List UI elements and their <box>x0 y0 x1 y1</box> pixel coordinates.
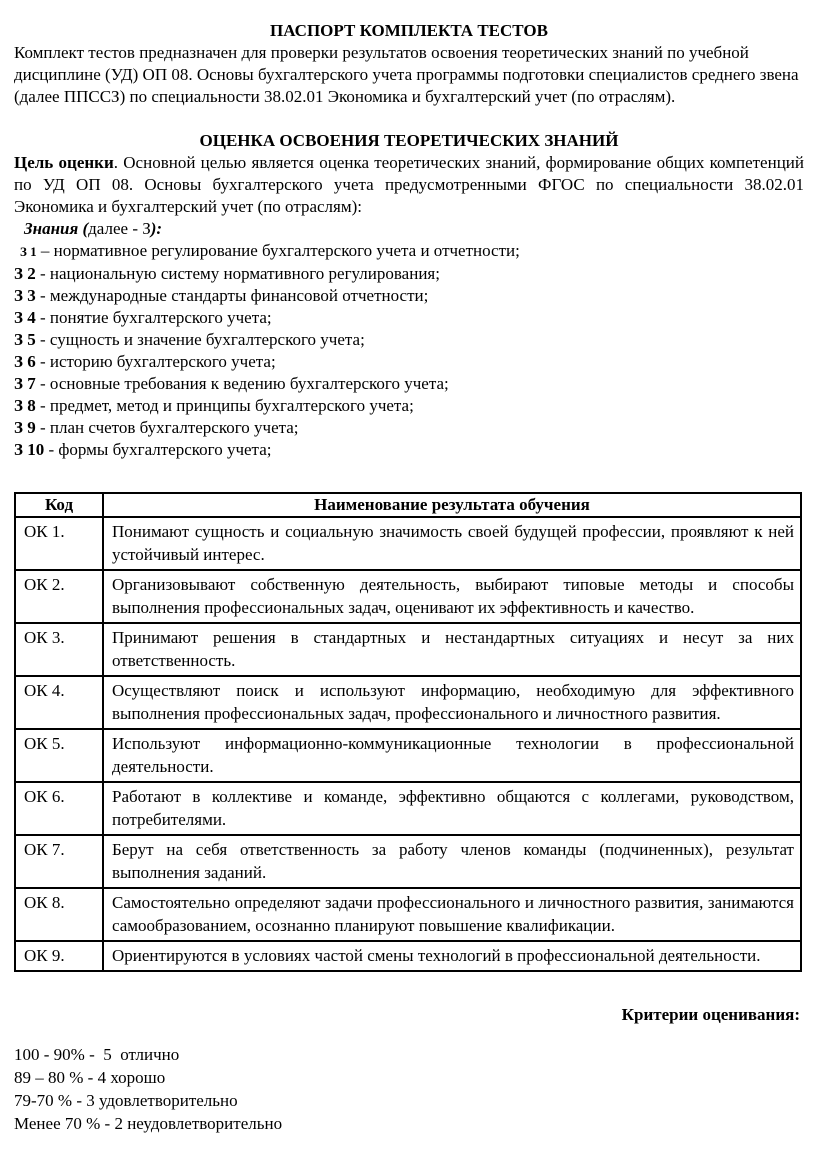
grade-item: 89 – 80 % - 4 хорошо <box>14 1068 166 1087</box>
goal-text: . Основной целью является оценка теоретических знаний, формирование общих компетенций по УД ОП 08. Основы бухгалтерского учета предусмотренными ФГОС по специальности 38.02.01 Экономика и бухгалтерский учет (по отраслям): <box>14 153 804 216</box>
knowledge-code: З 2 <box>14 264 36 283</box>
knowledge-code: З 3 <box>14 286 36 305</box>
knowledge-code: З 8 <box>14 396 36 415</box>
passport-text: Комплект тестов предназначен для проверки результатов освоения теоретических знаний по учебной дисциплине (УД) ОП 08. Основы бухгалтерского учета программы подготовки специалистов среднего звена (далее ППССЗ) по специальности 38.02.01 Экономика и бухгалтерский учет (по отраслям). <box>14 43 799 106</box>
row-name: Берут на себя ответственность за работу членов команды (подчиненных), результат выполнения заданий. <box>103 835 801 888</box>
knowledge-code: З 5 <box>14 330 36 349</box>
knowledge-separator: - <box>35 264 50 283</box>
knowledge-separator: - <box>35 330 50 349</box>
table-row <box>15 623 801 676</box>
knowledge-heading <box>24 218 804 240</box>
knowledge-item <box>14 439 804 461</box>
knowledge-item <box>14 417 804 439</box>
table-row <box>15 729 801 782</box>
row-name: Самостоятельно определяют задачи профессионального и личностного развития, занимаются самообразованием, осознанно планируют повышение квалификации. <box>103 888 801 941</box>
knowledge-code: З 4 <box>14 308 36 327</box>
knowledge-text: нормативное регулирование бухгалтерского учета и отчетности; <box>53 241 520 260</box>
knowledge-text: план счетов бухгалтерского учета; <box>49 418 299 437</box>
knowledge-code: З 1 <box>20 244 37 259</box>
grade-item: 79-70 % - 3 удовлетворительно <box>14 1091 238 1110</box>
knowledge-mid: далее - З <box>88 219 151 238</box>
table-header-row <box>15 493 801 517</box>
knowledge-item <box>14 351 804 373</box>
knowledge-item <box>14 240 804 263</box>
criteria-title: Критерии оценивания: <box>621 1005 800 1024</box>
knowledge-text: понятие бухгалтерского учета; <box>49 308 272 327</box>
knowledge-text: формы бухгалтерского учета; <box>58 440 272 459</box>
row-code: ОК 1. <box>15 517 103 570</box>
row-code: ОК 4. <box>15 676 103 729</box>
passport-title: ПАСПОРТ КОМПЛЕКТА ТЕСТОВ <box>270 21 548 40</box>
knowledge-text: национальную систему нормативного регулирования; <box>49 264 440 283</box>
goal-paragraph <box>14 152 804 218</box>
knowledge-end: ): <box>150 219 163 238</box>
knowledge-code: З 6 <box>14 352 36 371</box>
row-code: ОК 8. <box>15 888 103 941</box>
knowledge-separator: - <box>35 374 50 393</box>
grade-item: Менее 70 % - 2 неудовлетворительно <box>14 1114 283 1133</box>
row-code: ОК 2. <box>15 570 103 623</box>
table-row <box>15 888 801 941</box>
knowledge-item <box>14 285 804 307</box>
assessment-title: ОЦЕНКА ОСВОЕНИЯ ТЕОРЕТИЧЕСКИХ ЗНАНИЙ <box>199 131 619 150</box>
row-name: Ориентируются в условиях частой смены технологий в профессиональной деятельности. <box>103 941 801 971</box>
knowledge-code: З 10 <box>14 440 45 459</box>
knowledge-text: основные требования к ведению бухгалтерского учета; <box>49 374 449 393</box>
row-name: Организовывают собственную деятельность, выбирают типовые методы и способы выполнения профессиональных задач, оценивают их эффективность и качество. <box>103 570 801 623</box>
knowledge-item <box>14 307 804 329</box>
learning-results-table <box>14 492 802 972</box>
knowledge-code: З 9 <box>14 418 36 437</box>
knowledge-list <box>14 240 804 461</box>
row-code: ОК 3. <box>15 623 103 676</box>
knowledge-separator: - <box>35 418 50 437</box>
row-name: Принимают решения в стандартных и нестандартных ситуациях и несут за них ответственность. <box>103 623 801 676</box>
table-body <box>15 517 801 971</box>
knowledge-item <box>14 373 804 395</box>
knowledge-keyword: Знания ( <box>24 219 89 238</box>
knowledge-separator: - <box>35 308 50 327</box>
row-code: ОК 7. <box>15 835 103 888</box>
knowledge-separator: - <box>35 286 50 305</box>
knowledge-separator: – <box>36 241 54 260</box>
goal-label: Цель оценки <box>14 153 114 172</box>
row-code: ОК 9. <box>15 941 103 971</box>
knowledge-separator: - <box>44 440 59 459</box>
table-row <box>15 835 801 888</box>
spacer <box>14 108 804 130</box>
table-row <box>15 676 801 729</box>
table-row <box>15 570 801 623</box>
grades-list <box>14 1043 804 1135</box>
knowledge-item <box>14 263 804 285</box>
knowledge-text: сущность и значение бухгалтерского учета; <box>49 330 365 349</box>
table-row <box>15 517 801 570</box>
row-code: ОК 6. <box>15 782 103 835</box>
knowledge-item <box>14 395 804 417</box>
row-name: Понимают сущность и социальную значимость своей будущей профессии, проявляют к ней устойчивый интерес. <box>103 517 801 570</box>
header-code: Код <box>15 493 103 517</box>
table-row <box>15 782 801 835</box>
row-name: Осуществляют поиск и используют информацию, необходимую для эффективного выполнения профессиональных задач, профессионального и личностного развития. <box>103 676 801 729</box>
row-name: Используют информационно-коммуникационные технологии в профессиональной деятельности. <box>103 729 801 782</box>
header-name: Наименование результата обучения <box>103 493 801 517</box>
document-page <box>14 20 804 1135</box>
knowledge-text: предмет, метод и принципы бухгалтерского учета; <box>49 396 414 415</box>
knowledge-code: З 7 <box>14 374 36 393</box>
knowledge-separator: - <box>35 396 50 415</box>
row-name: Работают в коллективе и команде, эффективно общаются с коллегами, руководством, потребителями. <box>103 782 801 835</box>
knowledge-text: историю бухгалтерского учета; <box>49 352 276 371</box>
row-code: ОК 5. <box>15 729 103 782</box>
table-row <box>15 941 801 971</box>
knowledge-item <box>14 329 804 351</box>
knowledge-separator: - <box>35 352 50 371</box>
knowledge-text: международные стандарты финансовой отчетности; <box>49 286 429 305</box>
grade-item: 100 - 90% - 5 отлично <box>14 1045 180 1064</box>
